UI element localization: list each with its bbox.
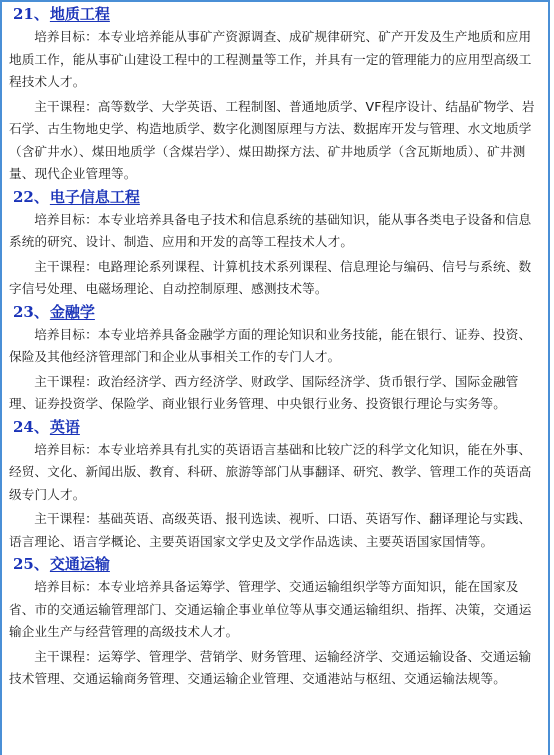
document-content bbox=[2, 2, 548, 691]
section-title: 交通运输 bbox=[49, 555, 110, 573]
section-number: 25、 bbox=[13, 555, 49, 573]
section-22 bbox=[9, 188, 542, 301]
section-number: 24、 bbox=[13, 417, 49, 436]
section-title: 英语 bbox=[49, 417, 80, 436]
goal-label: 培养目标： bbox=[34, 579, 98, 594]
section-title: 电子信息工程 bbox=[49, 187, 140, 206]
course-text: 政治经济学、西方经济学、财政学、国际经济学、货币银行学、国际金融管理、证券投资学、保险学、商业银行业务管理、中央银行业务、投资银行理论与实务等。 bbox=[9, 373, 519, 411]
goal-label: 培养目标： bbox=[34, 441, 98, 457]
section-number: 23、 bbox=[13, 302, 49, 321]
training-goal bbox=[9, 324, 542, 369]
course-label: 主干课程： bbox=[34, 373, 98, 389]
goal-label: 培养目标： bbox=[34, 211, 98, 227]
training-goal bbox=[9, 439, 542, 507]
goal-text: 本专业培养具备电子技术和信息系统的基础知识，能从事各类电子设备和信息系统的研究、设计、制造、应用和开发的高等工程技术人才。 bbox=[9, 211, 532, 249]
training-goal bbox=[9, 26, 542, 94]
main-courses bbox=[9, 96, 542, 186]
section-heading bbox=[13, 5, 542, 24]
section-25 bbox=[9, 555, 542, 691]
course-label: 主干课程： bbox=[34, 258, 98, 274]
section-heading bbox=[13, 188, 542, 207]
course-text: 基础英语、高级英语、报刊选读、视听、口语、英语写作、翻译理论与实践、语言理论、语言学概论、主要英语国家文学史及文学作品选读、主要英语国家国情等。 bbox=[9, 511, 532, 549]
goal-text: 本专业培养具有扎实的英语语言基础和比较广泛的科学文化知识，能在外事、经贸、文化、新闻出版、教育、科研、旅游等部门从事翻译、研究、教学、管理工作的英语高级专门人才。 bbox=[9, 441, 532, 502]
course-label: 主干课程： bbox=[34, 98, 98, 114]
section-21 bbox=[9, 5, 542, 186]
course-text: 电路理论系列课程、计算机技术系列课程、信息理论与编码、信号与系统、数字信号处理、电磁场理论、自动控制原理、感测技术等。 bbox=[9, 258, 532, 296]
course-text: 运筹学、管理学、营销学、财务管理、运输经济学、交通运输设备、交通运输技术管理、交通运输商务管理、交通运输企业管理、交通港站与枢纽、交通运输法规等。 bbox=[9, 648, 532, 686]
course-label: 主干课程： bbox=[34, 511, 98, 526]
main-courses bbox=[9, 646, 542, 691]
section-heading bbox=[13, 303, 542, 322]
main-courses bbox=[9, 371, 542, 416]
main-courses bbox=[9, 256, 542, 301]
goal-text: 本专业培养具备运筹学、管理学、交通运输组织学等方面知识，能在国家及省、市的交通运输管理部门、交通运输企事业单位等从事交通运输组织、指挥、决策，交通运输企业生产与经营管理的高级技术人才。 bbox=[9, 579, 532, 639]
goal-text: 本专业培养能从事矿产资源调查、成矿规律研究、矿产开发及生产地质和应用地质工作，能从事矿山建设工程中的工程测量等工作，并具有一定的管理能力的应用型高级工程技术人才。 bbox=[9, 29, 532, 89]
course-label: 主干课程： bbox=[34, 648, 98, 664]
goal-label: 培养目标： bbox=[34, 326, 98, 342]
training-goal bbox=[9, 576, 542, 644]
training-goal bbox=[9, 209, 542, 254]
section-23 bbox=[9, 303, 542, 416]
section-title: 金融学 bbox=[49, 302, 95, 321]
main-courses bbox=[9, 508, 542, 553]
section-title: 地质工程 bbox=[49, 5, 110, 23]
section-heading bbox=[13, 555, 542, 574]
section-number: 22、 bbox=[13, 187, 49, 206]
section-number: 21、 bbox=[13, 5, 49, 23]
goal-text: 本专业培养具备金融学方面的理论知识和业务技能，能在银行、证券、投资、保险及其他经济管理部门和企业从事相关工作的专门人才。 bbox=[9, 326, 532, 364]
course-text: 高等数学、大学英语、工程制图、普通地质学、VF程序设计、结晶矿物学、岩石学、古生物地史学、构造地质学、数字化测图原理与方法、数据库开发与管理、水文地质学（含矿井水）、煤田地质学（含煤岩学）、煤田勘探方法、矿井地质学（含瓦斯地质）、矿井测量、现代企业管理等。 bbox=[9, 98, 535, 181]
section-24 bbox=[9, 418, 542, 554]
goal-label: 培养目标： bbox=[34, 29, 98, 44]
section-heading bbox=[13, 418, 542, 437]
